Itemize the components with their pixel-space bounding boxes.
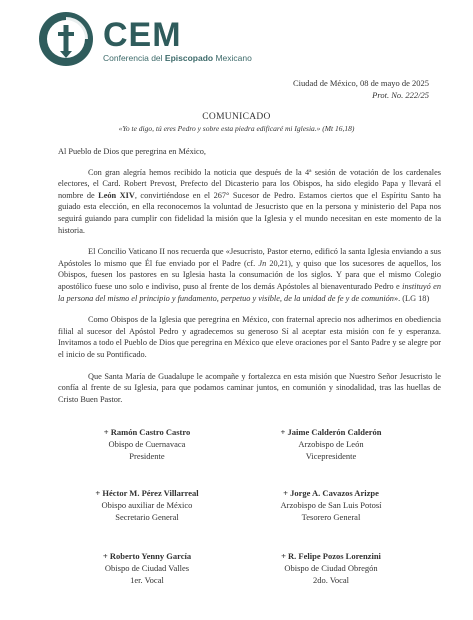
- letter-body: [58, 146, 441, 415]
- epigraph-quote: «Yo te digo, tú eres Pedro y sobre esta piedra edificaré mi Iglesia.» (Mt 16,18): [118, 124, 355, 133]
- cem-logo-mark: [38, 11, 94, 67]
- header-logo: [103, 18, 252, 63]
- paragraph-2: El Concilio Vaticano II nos recuerda que «Jesucristo, Pastor eterno, edificó la santa Iglesia enviando a sus Apóstoles lo mismo que Él fue enviado por el Padre (cf. Jn 20,21), y quiso que los sucesores de aquellos, los Obispos, fuesen los pastores en su Iglesia hasta la consumación de los siglos. Y para que el mismo Colegio apostólico fuese uno solo e indiviso, puso al frente de los demás Apóstoles al bienaventurado Pedro e instituyó en la persona del mismo el principio y fundamento, perpetuo y visible, de la unidad de fe y de comunión». (LG 18): [58, 247, 442, 303]
- paragraph-3: Como Obispos de la Iglesia que peregrina en México, con fraternal aprecio nos adherimos en obediencia filial al sucesor del Apóstol Pedro y agradecemos su generoso Sí al aceptar esta misión con fe y esperanza. Invitamos a todo el Pueblo de Dios que peregrina en México que eleve oraciones por el Santo Padre y se alegre por el inicio de su Pontificado.: [58, 315, 441, 359]
- signature-second-vocal: [246, 550, 416, 586]
- salutation: Al Pueblo de Dios que peregrina en México,: [58, 147, 206, 156]
- signatory-see: Obispo de Ciudad Obregón: [284, 563, 378, 573]
- signature-president: [62, 426, 232, 462]
- signature-first-vocal: [62, 550, 232, 586]
- paragraph-1: Con gran alegría hemos recibido la noticia que después de la 4ª sesión de votación de los cardenales electores, el Card. Robert Prevost, Prefecto del Dicasterio para los Obispos, ha sido elegido Papa y llevará el nombre de León XIV, convirtiéndose en el 267° Sucesor de Pedro. Estamos ciertos que el Espíritu Santo ha guiado esta elección, en ella reconocemos la voluntad de Jesucristo que en la persona y ministerio del Papa nos seguirá guiando para cumplir con fidelidad la misión que la Iglesia y el mundo necesitan en este momento de la historia.: [58, 167, 441, 235]
- logo-subtitle: Conferencia del Episcopado Mexicano: [103, 53, 252, 63]
- signatory-see: Obispo auxiliar de México: [101, 500, 193, 510]
- paragraph-4: Que Santa María de Guadalupe le acompañe y fortalezca en esta misión que Nuestro Señor Jesucristo le confía al frente de su Iglesia, para que podamos caminar juntos, en comunión y sinodalidad, tras las huellas de Cristo Buen Pastor.: [58, 371, 441, 404]
- signatory-role: Secretario General: [115, 512, 179, 522]
- signatory-name: + Jaime Calderón Calderón: [280, 427, 382, 437]
- signatory-name: + R. Felipe Pozos Lorenzini: [281, 551, 381, 561]
- signatory-name: + Jorge A. Cavazos Arizpe: [283, 488, 379, 498]
- signatory-see: Arzobispo de León: [298, 439, 364, 449]
- dateline: [293, 77, 429, 101]
- signatory-name: + Roberto Yenny García: [102, 551, 192, 561]
- place-date: Ciudad de México, 08 de mayo de 2025: [293, 78, 429, 88]
- signatory-see: Obispo de Ciudad Valles: [104, 563, 190, 573]
- logo-acronym: CEM: [103, 16, 182, 54]
- document-title: COMUNICADO: [202, 112, 271, 122]
- signatory-name: + Héctor M. Pérez Villarreal: [95, 488, 199, 498]
- protocol-number: Prot. No. 222/25: [372, 90, 429, 100]
- signatory-role: Vicepresidente: [305, 451, 357, 461]
- signature-secretary: [62, 487, 232, 523]
- signature-treasurer: [246, 487, 416, 523]
- signatory-see: Obispo de Cuernavaca: [108, 439, 186, 449]
- signature-vicepresident: [246, 426, 416, 462]
- signatory-role: 1er. Vocal: [130, 575, 164, 585]
- signatory-role: 2do. Vocal: [312, 575, 350, 585]
- signatory-role: Presidente: [129, 451, 165, 461]
- signatory-see: Arzobispo de San Luis Potosí: [280, 500, 382, 510]
- signatory-role: Tesorero General: [301, 512, 361, 522]
- signatory-name: + Ramón Castro Castro: [103, 427, 191, 437]
